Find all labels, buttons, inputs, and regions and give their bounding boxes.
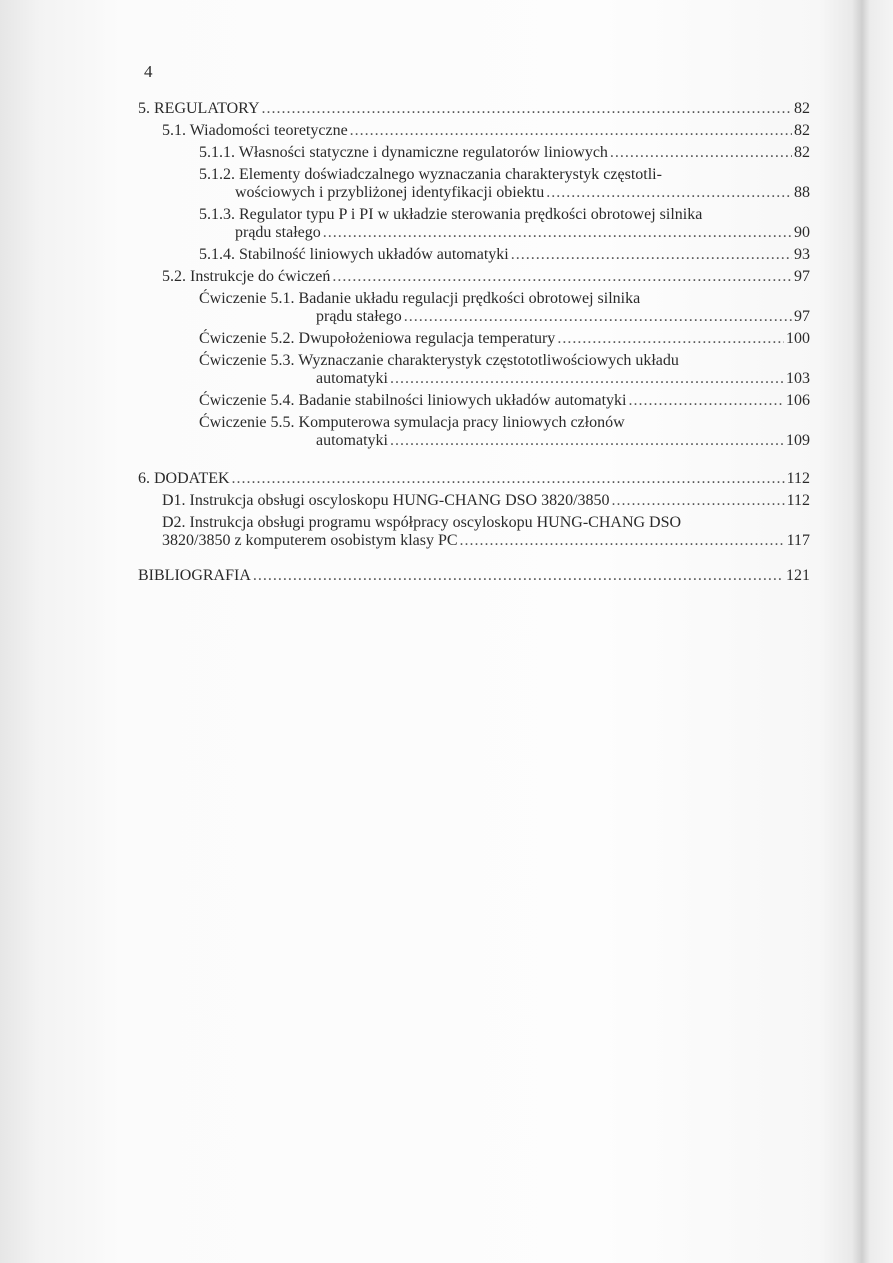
toc-entry-page: 82 — [794, 122, 810, 139]
toc-entry-5-1-4 — [138, 246, 810, 264]
toc-entry-title: 5.1.1. Własności statyczne i dynamiczne regulatorów liniowych — [199, 144, 608, 161]
toc-entry-bibliography — [138, 567, 810, 585]
toc-entry-title: BIBLIOGRAFIA — [138, 567, 251, 584]
toc-entry-exercise-5-3 — [138, 352, 810, 388]
toc-entry-page: 90 — [794, 224, 810, 241]
toc-entry-page: 82 — [794, 144, 810, 161]
toc-leader-dots — [460, 532, 785, 550]
toc-entry-title: D1. Instrukcja obsługi oscyloskopu HUNG-CHANG DSO 3820/3850 — [162, 492, 610, 509]
toc-entry-5-1-1 — [138, 144, 810, 162]
toc-entry-title: 6. DODATEK — [138, 470, 230, 487]
toc-entry-page: 106 — [786, 392, 810, 409]
toc-leader-dots — [511, 246, 792, 264]
toc-entry-title: 5.1.4. Stabilność liniowych układów automatyki — [199, 246, 509, 263]
toc-leader-dots — [404, 308, 792, 326]
toc-entry-page: 103 — [786, 370, 810, 387]
toc-entry-title: 5.2. Instrukcje do ćwiczeń — [162, 268, 331, 285]
toc-entry-d2 — [138, 514, 810, 550]
toc-leader-dots — [557, 330, 784, 348]
toc-entry-page: 82 — [794, 100, 810, 117]
toc-entry-title-line1: D2. Instrukcja obsługi programu współpracy oscyloskopu HUNG-CHANG DSO — [162, 514, 682, 531]
toc-entry-title: 5. REGULATORY — [138, 100, 260, 117]
toc-entry-page: 112 — [786, 470, 810, 487]
toc-entry-title: Ćwiczenie 5.2. Dwupołożeniowa regulacja temperatury — [199, 330, 556, 347]
toc-entry-title-line1: 5.1.3. Regulator typu P i PI w układzie sterowania prędkości obrotowej silnika — [199, 206, 703, 223]
toc-entry-page: 121 — [786, 567, 810, 584]
toc-entry-exercise-5-4 — [138, 392, 810, 410]
toc-entry-page: 88 — [794, 184, 810, 201]
toc-leader-dots — [332, 268, 792, 286]
toc-entry-title: 5.1. Wiadomości teoretyczne — [162, 122, 348, 139]
toc-leader-dots — [612, 492, 785, 510]
toc-leader-dots — [390, 432, 784, 450]
toc-leader-dots — [262, 100, 793, 118]
toc-entry-title-line1: 5.1.2. Elementy doświadczalnego wyznaczania charakterystyk częstotli- — [199, 166, 662, 183]
toc-entry-chapter-6 — [138, 470, 810, 488]
toc-leader-dots — [323, 224, 792, 242]
toc-entry-title-line2: prądu stałego — [316, 308, 402, 325]
toc-entry-page: 100 — [786, 330, 810, 347]
toc-entry-title: Ćwiczenie 5.4. Badanie stabilności liniowych układów automatyki — [199, 392, 627, 409]
toc-leader-dots — [350, 122, 792, 140]
toc-leader-dots — [390, 370, 784, 388]
toc-entry-5-1-3 — [138, 206, 810, 242]
toc-entry-exercise-5-1 — [138, 290, 810, 326]
toc-leader-dots — [232, 470, 785, 488]
table-of-contents — [138, 100, 810, 589]
toc-entry-5-1 — [138, 122, 810, 140]
toc-entry-title-line2: automatyki — [316, 370, 388, 387]
toc-entry-title-line2: 3820/3850 z komputerem osobistym klasy PC — [162, 532, 458, 549]
toc-leader-dots — [253, 567, 784, 585]
page-number: 4 — [144, 62, 153, 81]
toc-entry-page: 112 — [786, 492, 810, 509]
toc-entry-title-line1: Ćwiczenie 5.3. Wyznaczanie charakterystyk częstototliwościowych układu — [199, 352, 679, 369]
toc-entry-page: 117 — [786, 532, 810, 549]
toc-entry-exercise-5-5 — [138, 414, 810, 450]
toc-entry-page: 93 — [794, 246, 810, 263]
toc-entry-5-1-2 — [138, 166, 810, 202]
toc-entry-title-line2: prądu stałego — [235, 224, 321, 241]
toc-entry-title-line1: Ćwiczenie 5.5. Komputerowa symulacja pracy liniowych członów — [199, 414, 625, 431]
toc-entry-page: 97 — [794, 268, 810, 285]
toc-entry-page: 109 — [786, 432, 810, 449]
toc-leader-dots — [610, 144, 792, 162]
toc-entry-page: 97 — [794, 308, 810, 325]
toc-entry-title-line2: automatyki — [316, 432, 388, 449]
toc-leader-dots — [628, 392, 784, 410]
toc-entry-title-line1: Ćwiczenie 5.1. Badanie układu regulacji prędkości obrotowej silnika — [199, 290, 641, 307]
toc-entry-chapter-5 — [138, 100, 810, 118]
toc-leader-dots — [546, 184, 792, 202]
toc-entry-title-line2: wościowych i przybliżonej identyfikacji obiektu — [235, 184, 545, 201]
toc-entry-exercise-5-2 — [138, 330, 810, 348]
toc-entry-5-2 — [138, 268, 810, 286]
toc-entry-d1 — [138, 492, 810, 510]
